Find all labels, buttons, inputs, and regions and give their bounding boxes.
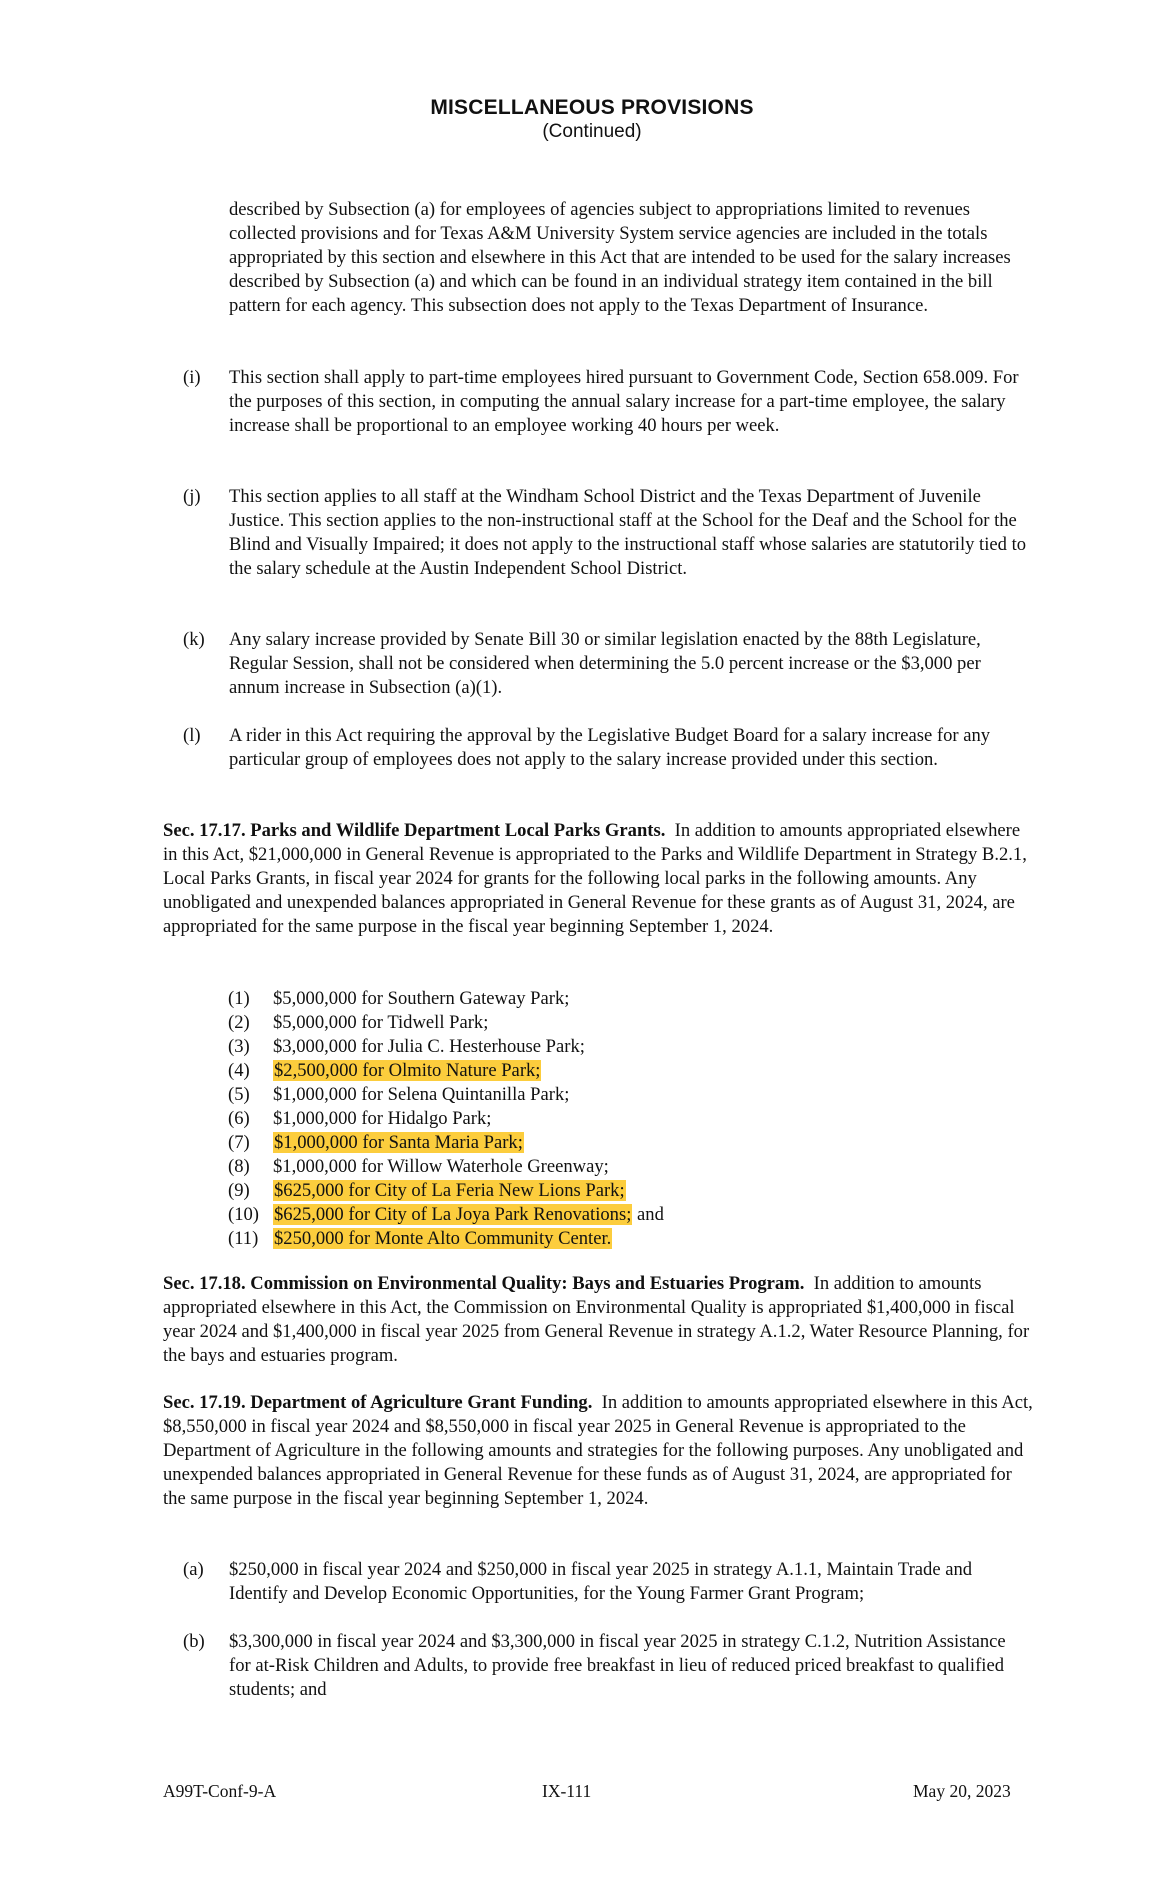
highlighted-list-item-text: $625,000 for City of La Joya Park Renovations;	[274, 1204, 632, 1225]
list-item	[228, 1011, 928, 1035]
list-item	[228, 1083, 928, 1107]
footer-date: May 20, 2023	[913, 1781, 1011, 1801]
subsection-label: (l)	[183, 725, 201, 746]
subsection-b	[183, 1630, 1031, 1702]
subsection-j	[183, 485, 1031, 581]
section-text: In addition to amounts appropriated elsewhere in this Act, the Commission on Environmental Quality is appropriated $1,400,000 in fiscal year 2024 and $1,400,000 in fiscal year 2025 from General Revenue in strategy A.1.2, Water Resource Planning, for the bays and estuaries program.	[163, 1273, 1030, 1366]
highlighted-list-item-text: $1,000,000 for Santa Maria Park;	[274, 1132, 523, 1153]
subsection-a	[183, 1558, 1031, 1606]
list-item-text: $5,000,000 for Tidwell Park;	[273, 1012, 489, 1033]
local-parks-list	[228, 987, 928, 1251]
footer-doc-id: A99T-Conf-9-A	[163, 1781, 277, 1801]
list-item-text: $1,000,000 for Willow Waterhole Greenway;	[273, 1156, 609, 1177]
subsection-i	[183, 366, 1031, 438]
list-item-number: (2)	[228, 1012, 250, 1033]
list-item-number: (5)	[228, 1084, 250, 1105]
subsection-text: This section applies to all staff at the Windham School District and the Texas Department of Juvenile Justice. This section applies to the non-instructional staff at the School for the Deaf and the School for the Blind and Visually Impaired; it does not apply to the instructional staff whose salaries are statutorily tied to the salary schedule at the Austin Independent School District.	[229, 486, 1027, 579]
list-item-text: $3,000,000 for Julia C. Hesterhouse Park;	[273, 1036, 585, 1057]
list-item-number: (4)	[228, 1060, 250, 1081]
list-item	[228, 1179, 928, 1203]
highlighted-list-item-text: $250,000 for Monte Alto Community Center.	[274, 1228, 612, 1249]
subsection-text: This section shall apply to part-time employees hired pursuant to Government Code, Section 658.009. For the purposes of this section, in computing the annual salary increase for a part-time employee, the salary increase shall be proportional to an employee working 40 hours per week.	[229, 367, 1019, 436]
subsection-text: A rider in this Act requiring the approval by the Legislative Budget Board for a salary increase for any particular group of employees does not apply to the salary increase provided under this section.	[229, 725, 991, 770]
list-item-text: $5,000,000 for Southern Gateway Park;	[273, 988, 570, 1009]
list-item	[228, 1131, 928, 1155]
intro-paragraph: described by Subsection (a) for employees of agencies subject to appropriations limited to revenues collected provisions and for Texas A&M University System service agencies are included in the totals appropriated by this section and elsewhere in this Act that are intended to be used for the salary increases described by Subsection (a) and which can be found in an individual strategy item contained in the bill pattern for each agency. This subsection does not apply to the Texas Department of Insurance.	[229, 199, 1011, 316]
subsection-label: (i)	[183, 367, 201, 388]
list-item	[228, 1107, 928, 1131]
section-17-19	[163, 1391, 1033, 1511]
list-item-text: $1,000,000 for Hidalgo Park;	[273, 1108, 492, 1129]
list-item	[228, 1059, 928, 1083]
section-17-18	[163, 1272, 1033, 1368]
section-text: In addition to amounts appropriated elsewhere in this Act, $8,550,000 in fiscal year 2024 and $8,550,000 in fiscal year 2025 in General Revenue is appropriated to the Department of Agriculture in the following amounts and strategies for the following purposes. Any unobligated and unexpended balances appropriated in General Revenue for these funds as of August 31, 2024, are appropriated for the same purpose in the fiscal year beginning September 1, 2024.	[163, 1392, 1033, 1509]
list-item-number: (10)	[228, 1204, 259, 1225]
subsection-label: (j)	[183, 486, 201, 507]
list-item-number: (7)	[228, 1132, 250, 1153]
list-item-number: (3)	[228, 1036, 250, 1057]
highlighted-list-item-text: $2,500,000 for Olmito Nature Park;	[274, 1060, 541, 1081]
list-item	[228, 1035, 928, 1059]
page-subtitle: (Continued)	[542, 121, 642, 142]
page-title: MISCELLANEOUS PROVISIONS	[430, 96, 754, 119]
subsection-text: $250,000 in fiscal year 2024 and $250,000 in fiscal year 2025 in strategy A.1.1, Maintain Trade and Identify and Develop Economic Opportunities, for the Young Farmer Grant Program;	[229, 1559, 973, 1604]
list-item-number: (11)	[228, 1228, 259, 1249]
list-item-text: $1,000,000 for Selena Quintanilla Park;	[273, 1084, 570, 1105]
subsection-label: (k)	[183, 629, 205, 650]
list-item-number: (1)	[228, 988, 250, 1009]
list-item	[228, 1155, 928, 1179]
list-item-number: (6)	[228, 1108, 250, 1129]
highlighted-list-item-text: $625,000 for City of La Feria New Lions Park;	[274, 1180, 625, 1201]
section-text: In addition to amounts appropriated elsewhere in this Act, $21,000,000 in General Revenue is appropriated to the Parks and Wildlife Department in Strategy B.2.1, Local Parks Grants, in fiscal year 2024 for grants for the following local parks in the following amounts. Any unobligated and unexpended balances appropriated in General Revenue for these grants as of August 31, 2024, are appropriated for the same purpose in the fiscal year beginning September 1, 2024.	[163, 820, 1027, 937]
page-header	[0, 96, 1153, 144]
list-item-number: (8)	[228, 1156, 250, 1177]
subsection-k	[183, 628, 1031, 700]
section-heading: Sec. 17.18. Commission on Environmental Quality: Bays and Estuaries Program.	[163, 1273, 805, 1294]
list-item	[228, 1203, 928, 1227]
section-17-17	[163, 819, 1033, 939]
section-heading: Sec. 17.19. Department of Agriculture Grant Funding.	[163, 1392, 593, 1413]
footer-page-number: IX-111	[542, 1781, 592, 1801]
list-item	[228, 1227, 928, 1251]
list-item	[228, 987, 928, 1011]
list-item-suffix: and	[632, 1204, 664, 1225]
subsection-text: Any salary increase provided by Senate Bill 30 or similar legislation enacted by the 88th Legislature, Regular Session, shall not be considered when determining the 5.0 percent increase or the $3,000 per annum increase in Subsection (a)(1).	[229, 629, 981, 698]
subsection-text: $3,300,000 in fiscal year 2024 and $3,300,000 in fiscal year 2025 in strategy C.1.2, Nutrition Assistance for at-Risk Children and Adults, to provide free breakfast in lieu of reduced priced breakfast to qualified students; and	[229, 1631, 1006, 1700]
section-heading: Sec. 17.17. Parks and Wildlife Department Local Parks Grants.	[163, 820, 666, 841]
subsection-label: (b)	[183, 1631, 205, 1652]
list-item-number: (9)	[228, 1180, 250, 1201]
subsection-l	[183, 724, 1031, 772]
subsection-label: (a)	[183, 1559, 204, 1580]
